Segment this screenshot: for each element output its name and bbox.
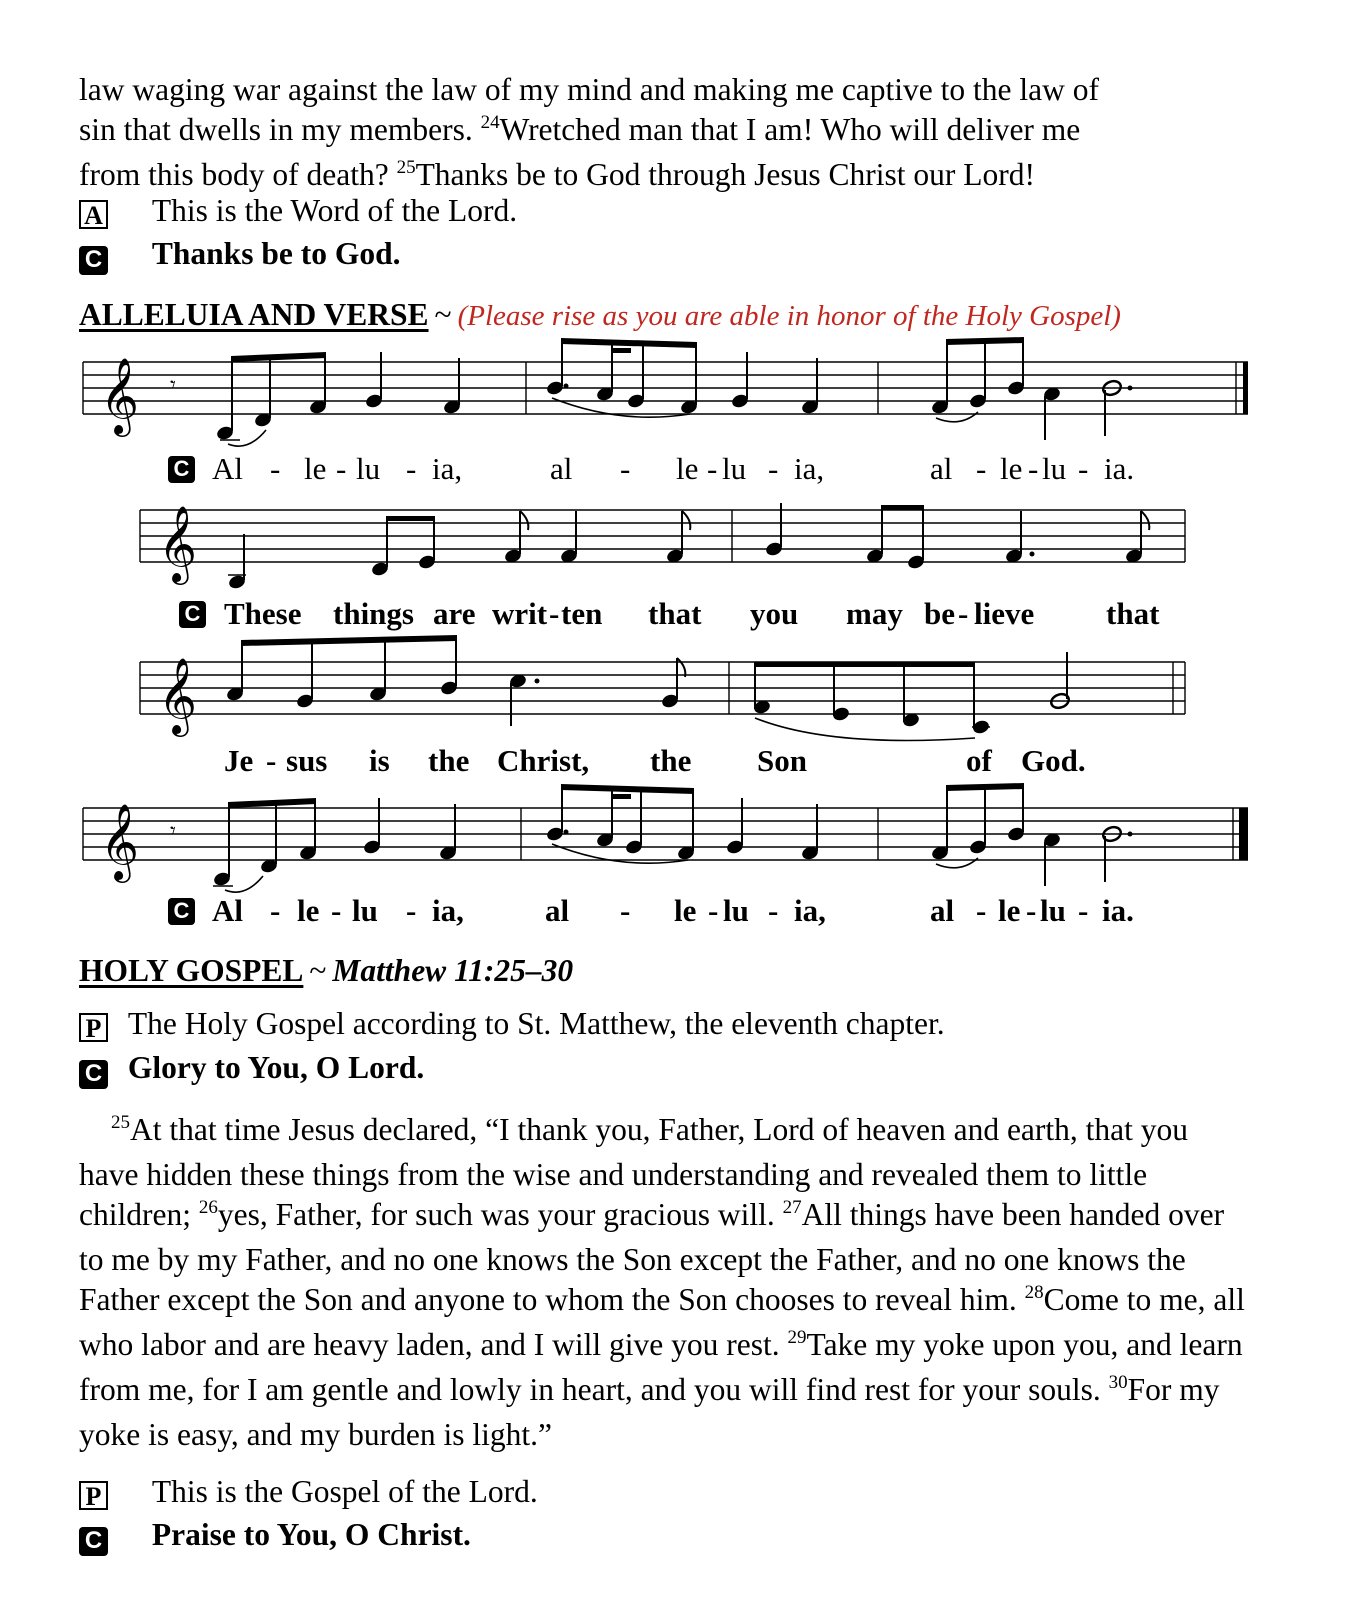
section-title: HOLY GOSPEL: [79, 953, 304, 988]
response-text: This is the Gospel of the Lord.: [151, 1474, 538, 1509]
lyric: lieve: [974, 596, 1035, 631]
verse-number: 24: [480, 112, 500, 133]
lyric: of: [966, 743, 992, 778]
congregation-mark: C: [79, 1527, 108, 1556]
verse-number: 26: [198, 1197, 218, 1218]
lyric: -: [620, 893, 631, 928]
section-title: ALLELUIA AND VERSE: [79, 297, 429, 332]
response-pastor: [79, 1006, 945, 1042]
verse-text: yes, Father, for such was your gracious will.: [217, 1197, 783, 1232]
lyric: -: [336, 451, 347, 486]
reading-line-2b: Wretched man that I am! Who will deliver me: [499, 112, 1081, 147]
lyric: le: [676, 451, 699, 486]
reading-line-3b: Thanks be to God through Jesus Christ our Lord!: [415, 157, 1035, 192]
lyric: -: [1026, 893, 1037, 928]
lyric: al: [930, 893, 955, 928]
lyric: may: [846, 596, 903, 631]
pastor-mark: P: [79, 1013, 108, 1042]
congregation-mark: C: [79, 1060, 108, 1089]
lyric: things: [333, 596, 414, 631]
response-text: Glory to You, O Lord.: [127, 1050, 425, 1085]
verse-number: 28: [1024, 1282, 1044, 1303]
lyric: ia,: [794, 893, 826, 928]
response-text: Thanks be to God.: [151, 236, 401, 271]
reading-line-2a: sin that dwells in my members.: [79, 112, 481, 147]
staff-4-congregation: [168, 898, 195, 925]
verse-text: All things have been handed over to me by my Father, and no one knows the Son except the Father, and no one knows the Father except the Son and anyone to whom the Son chooses to reveal him.: [79, 1197, 1225, 1317]
lyric: ia.: [1104, 451, 1135, 486]
gospel-text: [79, 1110, 1251, 1455]
lyric: God.: [1021, 743, 1086, 778]
verse-number: 30: [1108, 1372, 1128, 1393]
lyric: are: [433, 596, 476, 631]
verse-number: 25: [396, 157, 416, 178]
treble-clef-icon: 𝄞: [100, 803, 140, 880]
lyric: le: [1000, 451, 1023, 486]
congregation-mark: C: [79, 246, 108, 275]
reading-line-1: law waging war against the law of my mind and making me captive to the law of: [79, 72, 1099, 107]
lyric: -: [708, 893, 719, 928]
lyric: le: [674, 893, 697, 928]
congregation-mark: C: [168, 898, 195, 925]
lyric: -: [768, 451, 779, 486]
verse-number: 29: [787, 1327, 807, 1348]
reading-line-3a: from this body of death?: [79, 157, 397, 192]
lyric: -: [406, 451, 417, 486]
lyric: -: [768, 893, 779, 928]
lyric: -: [331, 893, 342, 928]
treble-clef-icon: 𝄞: [100, 357, 140, 434]
lyric: be: [924, 596, 955, 631]
verse-text: For my yoke is easy, and my burden is light.”: [79, 1372, 1220, 1452]
verse-text: At that time Jesus declared, “I thank you, Father, Lord of heaven and earth, that you have hidden these things from the wise and understanding and revealed them to little children;: [79, 1112, 1189, 1232]
lyric: Son: [757, 743, 807, 778]
lyric: Al: [212, 451, 243, 486]
lyric: ia.: [1102, 893, 1134, 928]
lyric: -: [270, 893, 281, 928]
lyric: Al: [212, 893, 243, 928]
lyric: that: [1106, 596, 1160, 631]
lyric: writ: [492, 596, 548, 631]
response-text: The Holy Gospel according to St. Matthew, the eleventh chapter.: [127, 1006, 945, 1041]
instruction-note: (Please rise as you are able in honor of the Holy Gospel): [457, 300, 1121, 332]
lyric: Christ,: [497, 743, 590, 778]
lyric: -: [976, 893, 987, 928]
pastor-mark: P: [79, 1481, 108, 1510]
lyric: -: [270, 451, 281, 486]
lyric: lu: [1040, 893, 1066, 928]
lyric: lu: [356, 451, 381, 486]
lyric: These: [224, 596, 302, 631]
verse-number: 27: [782, 1197, 802, 1218]
lyric: le: [998, 893, 1021, 928]
response-pastor-end: [79, 1474, 538, 1510]
lyric: -: [406, 893, 417, 928]
response-text: This is the Word of the Lord.: [151, 193, 518, 228]
lyric: ia,: [432, 451, 463, 486]
eighth-rest-icon: 𝄾: [170, 819, 176, 844]
lyric: lu: [1042, 451, 1067, 486]
lyric: le: [304, 451, 327, 486]
lyric: sus: [286, 743, 328, 778]
response-congregation-end: [79, 1517, 471, 1556]
lyric: -: [549, 596, 560, 631]
treble-clef-icon: 𝄞: [158, 505, 198, 582]
lyric: the: [650, 743, 692, 778]
lyric: al: [545, 893, 570, 928]
assisting-minister-mark: A: [79, 200, 108, 229]
lyric: is: [369, 743, 390, 778]
lyric: that: [648, 596, 702, 631]
lyric: le: [297, 893, 320, 928]
response-text: Praise to You, O Christ.: [151, 1517, 471, 1552]
verse-text: Come to me, all who labor and are heavy laden, and I will give you rest.: [79, 1282, 1245, 1362]
verse-text: Take my yoke upon you, and learn from me, for I am gentle and lowly in heart, and you will find rest for your souls.: [79, 1327, 1243, 1407]
lyric: -: [707, 451, 718, 486]
lyric: lu: [723, 893, 749, 928]
tilde: ~: [434, 297, 452, 332]
lyric: Je: [224, 743, 254, 778]
verse-number: 25: [111, 1112, 130, 1133]
lyric: -: [1078, 893, 1089, 928]
lyric: -: [266, 743, 277, 778]
lyric: -: [1078, 451, 1089, 486]
response-congregation: [79, 1050, 424, 1089]
lyric: -: [1028, 451, 1039, 486]
treble-clef-icon: 𝄞: [158, 657, 198, 734]
lyric: ia,: [794, 451, 825, 486]
gospel-heading: [79, 953, 573, 989]
lyric: ia,: [432, 893, 464, 928]
lyric: -: [620, 451, 631, 486]
scripture-reference: Matthew 11:25–30: [332, 953, 574, 988]
lyric: the: [428, 743, 470, 778]
lyric: you: [750, 596, 799, 631]
lyric: lu: [722, 451, 747, 486]
lyric: ten: [561, 596, 603, 631]
congregation-mark: C: [168, 456, 195, 483]
lyric: al: [550, 451, 573, 486]
lyric: -: [976, 451, 987, 486]
tilde: ~: [309, 953, 327, 988]
lyric: al: [930, 451, 953, 486]
eighth-rest-icon: 𝄾: [170, 373, 176, 398]
congregation-mark: C: [179, 601, 206, 628]
lyric: lu: [352, 893, 378, 928]
lyric: -: [958, 596, 969, 631]
